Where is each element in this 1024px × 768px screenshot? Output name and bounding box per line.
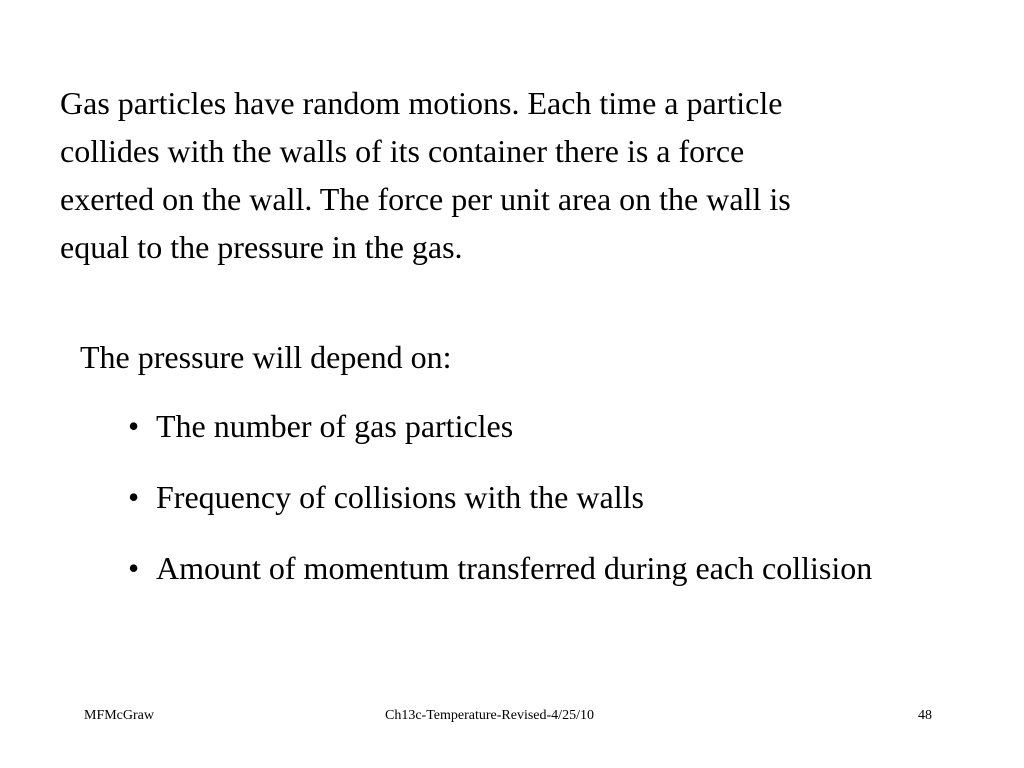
bullet-text: Frequency of collisions with the walls — [156, 479, 644, 515]
footer-title: Ch13c-Temperature-Revised-4/25/10 — [385, 708, 594, 723]
bullet-list — [128, 403, 948, 616]
bullet-marker: • — [128, 550, 140, 586]
intro-paragraph: Gas particles have random motions. Each time a particle collides with the walls of its container there is a force exerted on the wall. The force per unit area on the wall is equal to the pressure in the gas. — [60, 85, 791, 265]
bullet-marker: • — [128, 408, 140, 444]
footer-author: MFMcGraw — [84, 708, 154, 723]
bullet-text: Amount of momentum transferred during each collision — [156, 550, 873, 586]
bullet-item — [128, 545, 948, 591]
bullet-marker: • — [128, 479, 140, 515]
bullet-item — [128, 474, 948, 520]
subheading: The pressure will depend on: — [80, 339, 452, 375]
footer-page-number: 48 — [918, 708, 932, 723]
bullet-text: The number of gas particles — [156, 408, 514, 444]
bullet-item — [128, 403, 948, 449]
